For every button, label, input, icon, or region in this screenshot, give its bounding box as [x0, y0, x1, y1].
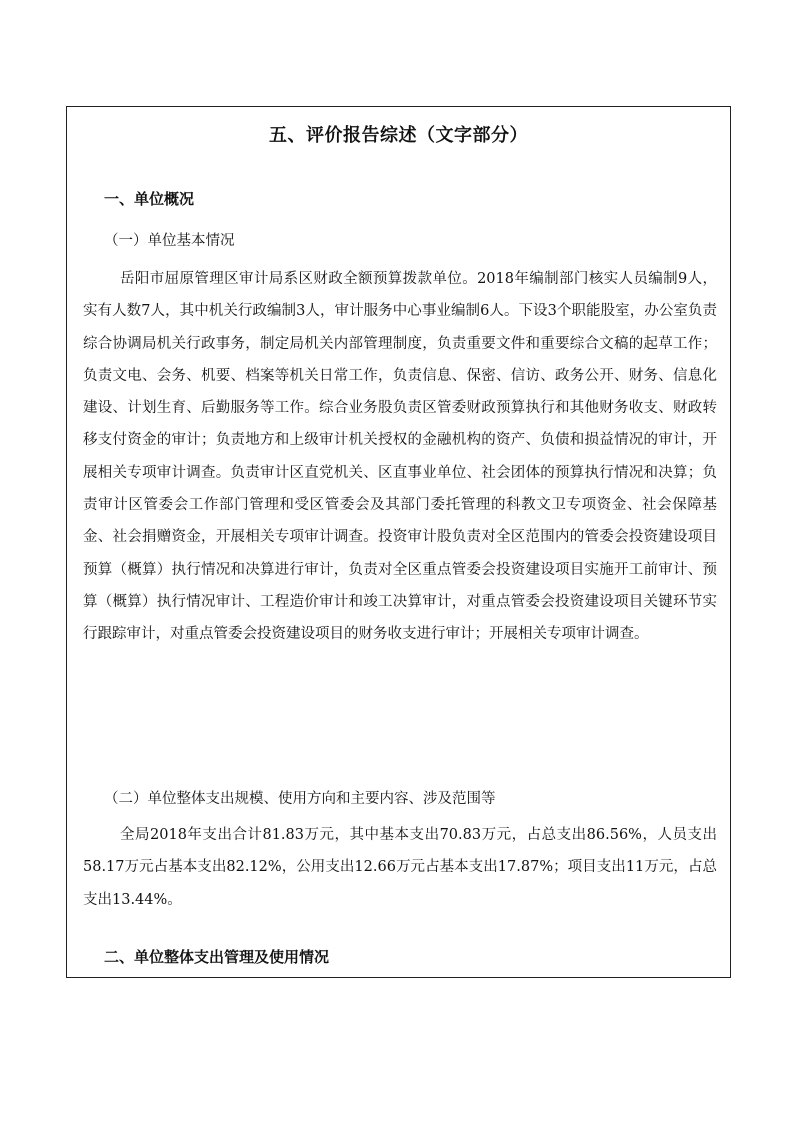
section-title: 五、评价报告综述（文字部分） — [269, 125, 528, 146]
heading-unit-overview: 一、单位概况 — [104, 190, 195, 208]
heading-expenditure-management: 二、单位整体支出管理及使用情况 — [104, 948, 330, 966]
subheading-basic-info: （一）单位基本情况 — [104, 233, 235, 249]
paragraph-basic-info: 岳阳市屈原管理区审计局系区财政全额预算拨款单位。2018年编制部门核实人员编制9人，实有人数7人，其中机关行政编制3人，审计服务中心事业编制6人。下设3个职能股室，办公室负责综合协调局机关行政事务，制定局机关内部管理制度，负责重要文件和重要综合文稿的起草工作；负责文电、会务、机要、档案等机关日常工作，负责信息、保密、信访、政务公开、财务、信息化建设、计划生育、后勤服务等工作。综合业务股负责区管委财政预算执行和其他财务收支、财政转移支付资金的审计；负责地方和上级审计机关授权的金融机构的资产、负债和损益情况的审计，开展相关专项审计调查。负责审计区直党机关、区直事业单位、社会团体的预算执行情况和决算；负责审计区管委会工作部门管理和受区管委会及其部门委托管理的科教文卫专项资金、社会保障基金、社会捐赠资金，开展相关专项审计调查。投资审计股负责对全区范围内的管委会投资建设项目预算（概算）执行情况和决算进行审计，负责对全区重点管委会投资建设项目实施开工前审计、预算（概算）执行情况审计、工程造价审计和竣工决算审计，对重点管委会投资建设项目关键环节实行跟踪审计，对重点管委会投资建设项目的财务收支进行审计；开展相关专项审计调查。 — [83, 271, 717, 643]
report-frame — [66, 106, 731, 978]
subheading-expenditure-scale: （二）单位整体支出规模、使用方向和主要内容、涉及范围等 — [104, 791, 496, 807]
paragraph-expenditure: 全局2018年支出合计81.83万元，其中基本支出70.83万元，占总支出86.56%，人员支出58.17万元占基本支出82.12%，公用支出12.66万元占基本支出17.87%；项目支出11万元，占总支出13.44%。 — [83, 827, 717, 908]
